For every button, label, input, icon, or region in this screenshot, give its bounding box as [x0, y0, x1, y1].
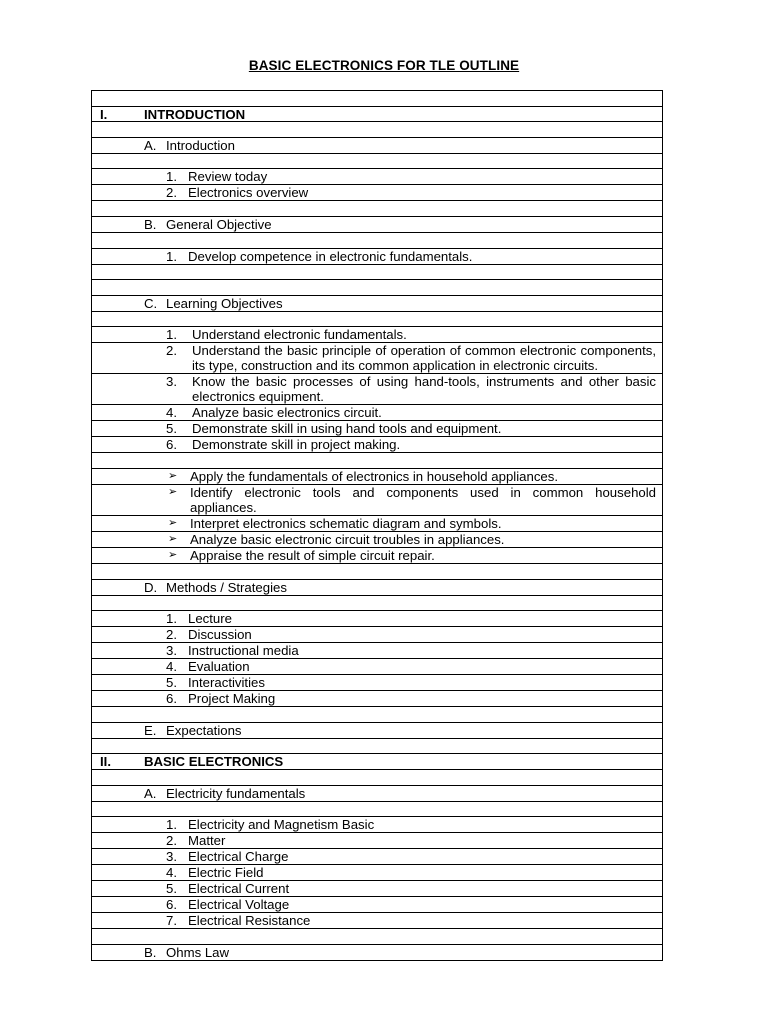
item-number: 4. — [166, 865, 177, 881]
subsection-letter: A. — [144, 785, 157, 801]
list-item — [92, 913, 663, 929]
list-item — [92, 405, 663, 421]
subsection-letter: C. — [144, 295, 158, 311]
subsection-row — [92, 216, 663, 232]
bullet-item — [92, 547, 663, 563]
blank-row — [92, 264, 663, 280]
subsection-row — [92, 722, 663, 738]
section-title: INTRODUCTION — [144, 106, 246, 122]
item-text: Analyze basic electronic circuit troubles in appliances. — [190, 531, 505, 547]
item-text: Review today — [188, 169, 268, 185]
subsection-label: General Objective — [166, 216, 272, 232]
subsection-label: Learning Objectives — [166, 295, 283, 311]
item-number: 2. — [166, 343, 177, 359]
blank-row — [92, 801, 663, 817]
list-item — [92, 437, 663, 453]
list-item — [92, 248, 663, 264]
blank-row — [92, 232, 663, 248]
list-item — [92, 881, 663, 897]
section-number: I. — [100, 106, 108, 122]
blank-row — [92, 453, 663, 469]
item-number: 5. — [166, 881, 177, 897]
list-item — [92, 327, 663, 343]
blank-row — [92, 201, 663, 217]
item-text: Electricity and Magnetism Basic — [188, 817, 375, 833]
bullet-item — [92, 515, 663, 531]
bullet-item — [92, 468, 663, 484]
item-number: 2. — [166, 185, 177, 201]
outline-table — [91, 90, 663, 961]
list-item — [92, 897, 663, 913]
list-item — [92, 849, 663, 865]
bullet-item — [92, 531, 663, 547]
list-item — [92, 374, 663, 405]
list-item — [92, 169, 663, 185]
item-number: 4. — [166, 659, 177, 675]
item-number: 2. — [166, 627, 177, 643]
item-text: Know the basic processes of using hand-tools, instruments and other basic electronics equipment. — [192, 374, 656, 405]
section-row-basic-electronics — [92, 754, 663, 770]
subsection-row — [92, 295, 663, 311]
blank-row — [92, 595, 663, 611]
item-number: 5. — [166, 421, 177, 437]
item-number: 6. — [166, 437, 177, 453]
blank-row — [92, 929, 663, 945]
item-number: 7. — [166, 913, 177, 929]
item-number: 2. — [166, 833, 177, 849]
subsection-letter: D. — [144, 579, 158, 595]
bullet-item — [92, 484, 663, 515]
list-item — [92, 691, 663, 707]
item-text: Electrical Voltage — [188, 897, 290, 913]
item-text: Demonstrate skill in project making. — [192, 437, 401, 453]
item-text: Apply the fundamentals of electronics in household appliances. — [190, 468, 559, 484]
subsection-label: Ohms Law — [166, 944, 230, 960]
blank-row — [92, 738, 663, 754]
item-text: Analyze basic electronics circuit. — [192, 405, 382, 421]
list-item — [92, 865, 663, 881]
list-item — [92, 627, 663, 643]
list-item — [92, 643, 663, 659]
list-item — [92, 659, 663, 675]
item-text: Electric Field — [188, 865, 264, 881]
item-text: Develop competence in electronic fundamentals. — [188, 248, 473, 264]
item-number: 1. — [166, 248, 177, 264]
section-number: II. — [100, 754, 111, 770]
list-item — [92, 833, 663, 849]
item-number: 6. — [166, 691, 177, 707]
blank-row — [92, 122, 663, 138]
subsection-letter: A. — [144, 137, 157, 153]
list-item — [92, 421, 663, 437]
item-text: Lecture — [188, 611, 232, 627]
item-number: 1. — [166, 327, 177, 343]
list-item — [92, 343, 663, 374]
blank-row — [92, 280, 663, 296]
list-item — [92, 675, 663, 691]
list-item — [92, 185, 663, 201]
item-text: Instructional media — [188, 643, 299, 659]
subsection-letter: E. — [144, 722, 157, 738]
item-number: 5. — [166, 675, 177, 691]
blank-row — [92, 153, 663, 169]
subsection-row — [92, 785, 663, 801]
item-text: Identify electronic tools and components used in common household appliances. — [190, 484, 656, 515]
item-text: Interactivities — [188, 675, 265, 691]
arrow-bullet-icon: ➢ — [168, 469, 178, 482]
blank-row — [92, 707, 663, 723]
item-number: 3. — [166, 849, 177, 865]
blank-row — [92, 311, 663, 327]
section-title: BASIC ELECTRONICS — [144, 754, 284, 770]
blank-row — [92, 769, 663, 785]
subsection-letter: B. — [144, 216, 157, 232]
item-number: 4. — [166, 405, 177, 421]
section-row-introduction — [92, 106, 663, 122]
item-text: Interpret electronics schematic diagram and symbols. — [190, 515, 502, 531]
item-number: 1. — [166, 169, 177, 185]
arrow-bullet-icon: ➢ — [168, 485, 178, 498]
item-number: 3. — [166, 374, 177, 390]
document-title: BASIC ELECTRONICS FOR TLE OUTLINE — [248, 58, 520, 73]
blank-row — [92, 563, 663, 579]
item-text: Electronics overview — [188, 185, 309, 201]
item-text: Discussion — [188, 627, 252, 643]
item-number: 3. — [166, 643, 177, 659]
item-text: Electrical Resistance — [188, 913, 311, 929]
subsection-row — [92, 944, 663, 960]
item-text: Electrical Charge — [188, 849, 289, 865]
item-text: Project Making — [188, 691, 276, 707]
item-text: Appraise the result of simple circuit repair. — [190, 547, 435, 563]
subsection-row — [92, 137, 663, 153]
list-item — [92, 611, 663, 627]
arrow-bullet-icon: ➢ — [168, 548, 178, 561]
arrow-bullet-icon: ➢ — [168, 532, 178, 545]
subsection-row — [92, 579, 663, 595]
item-text: Evaluation — [188, 659, 250, 675]
subsection-letter: B. — [144, 944, 157, 960]
blank-row — [92, 91, 663, 107]
subsection-label: Methods / Strategies — [166, 579, 287, 595]
item-text: Understand electronic fundamentals. — [192, 327, 407, 343]
arrow-bullet-icon: ➢ — [168, 516, 178, 529]
item-text: Matter — [188, 833, 226, 849]
subsection-label: Expectations — [166, 722, 242, 738]
item-number: 1. — [166, 817, 177, 833]
subsection-label: Electricity fundamentals — [166, 785, 306, 801]
subsection-label: Introduction — [166, 137, 235, 153]
item-text: Understand the basic principle of operation of common electronic components, its type, construction and its common application in electronic circuits. — [192, 343, 656, 374]
list-item — [92, 817, 663, 833]
item-text: Electrical Current — [188, 881, 290, 897]
item-number: 1. — [166, 611, 177, 627]
item-text: Demonstrate skill in using hand tools and equipment. — [192, 421, 502, 437]
item-number: 6. — [166, 897, 177, 913]
